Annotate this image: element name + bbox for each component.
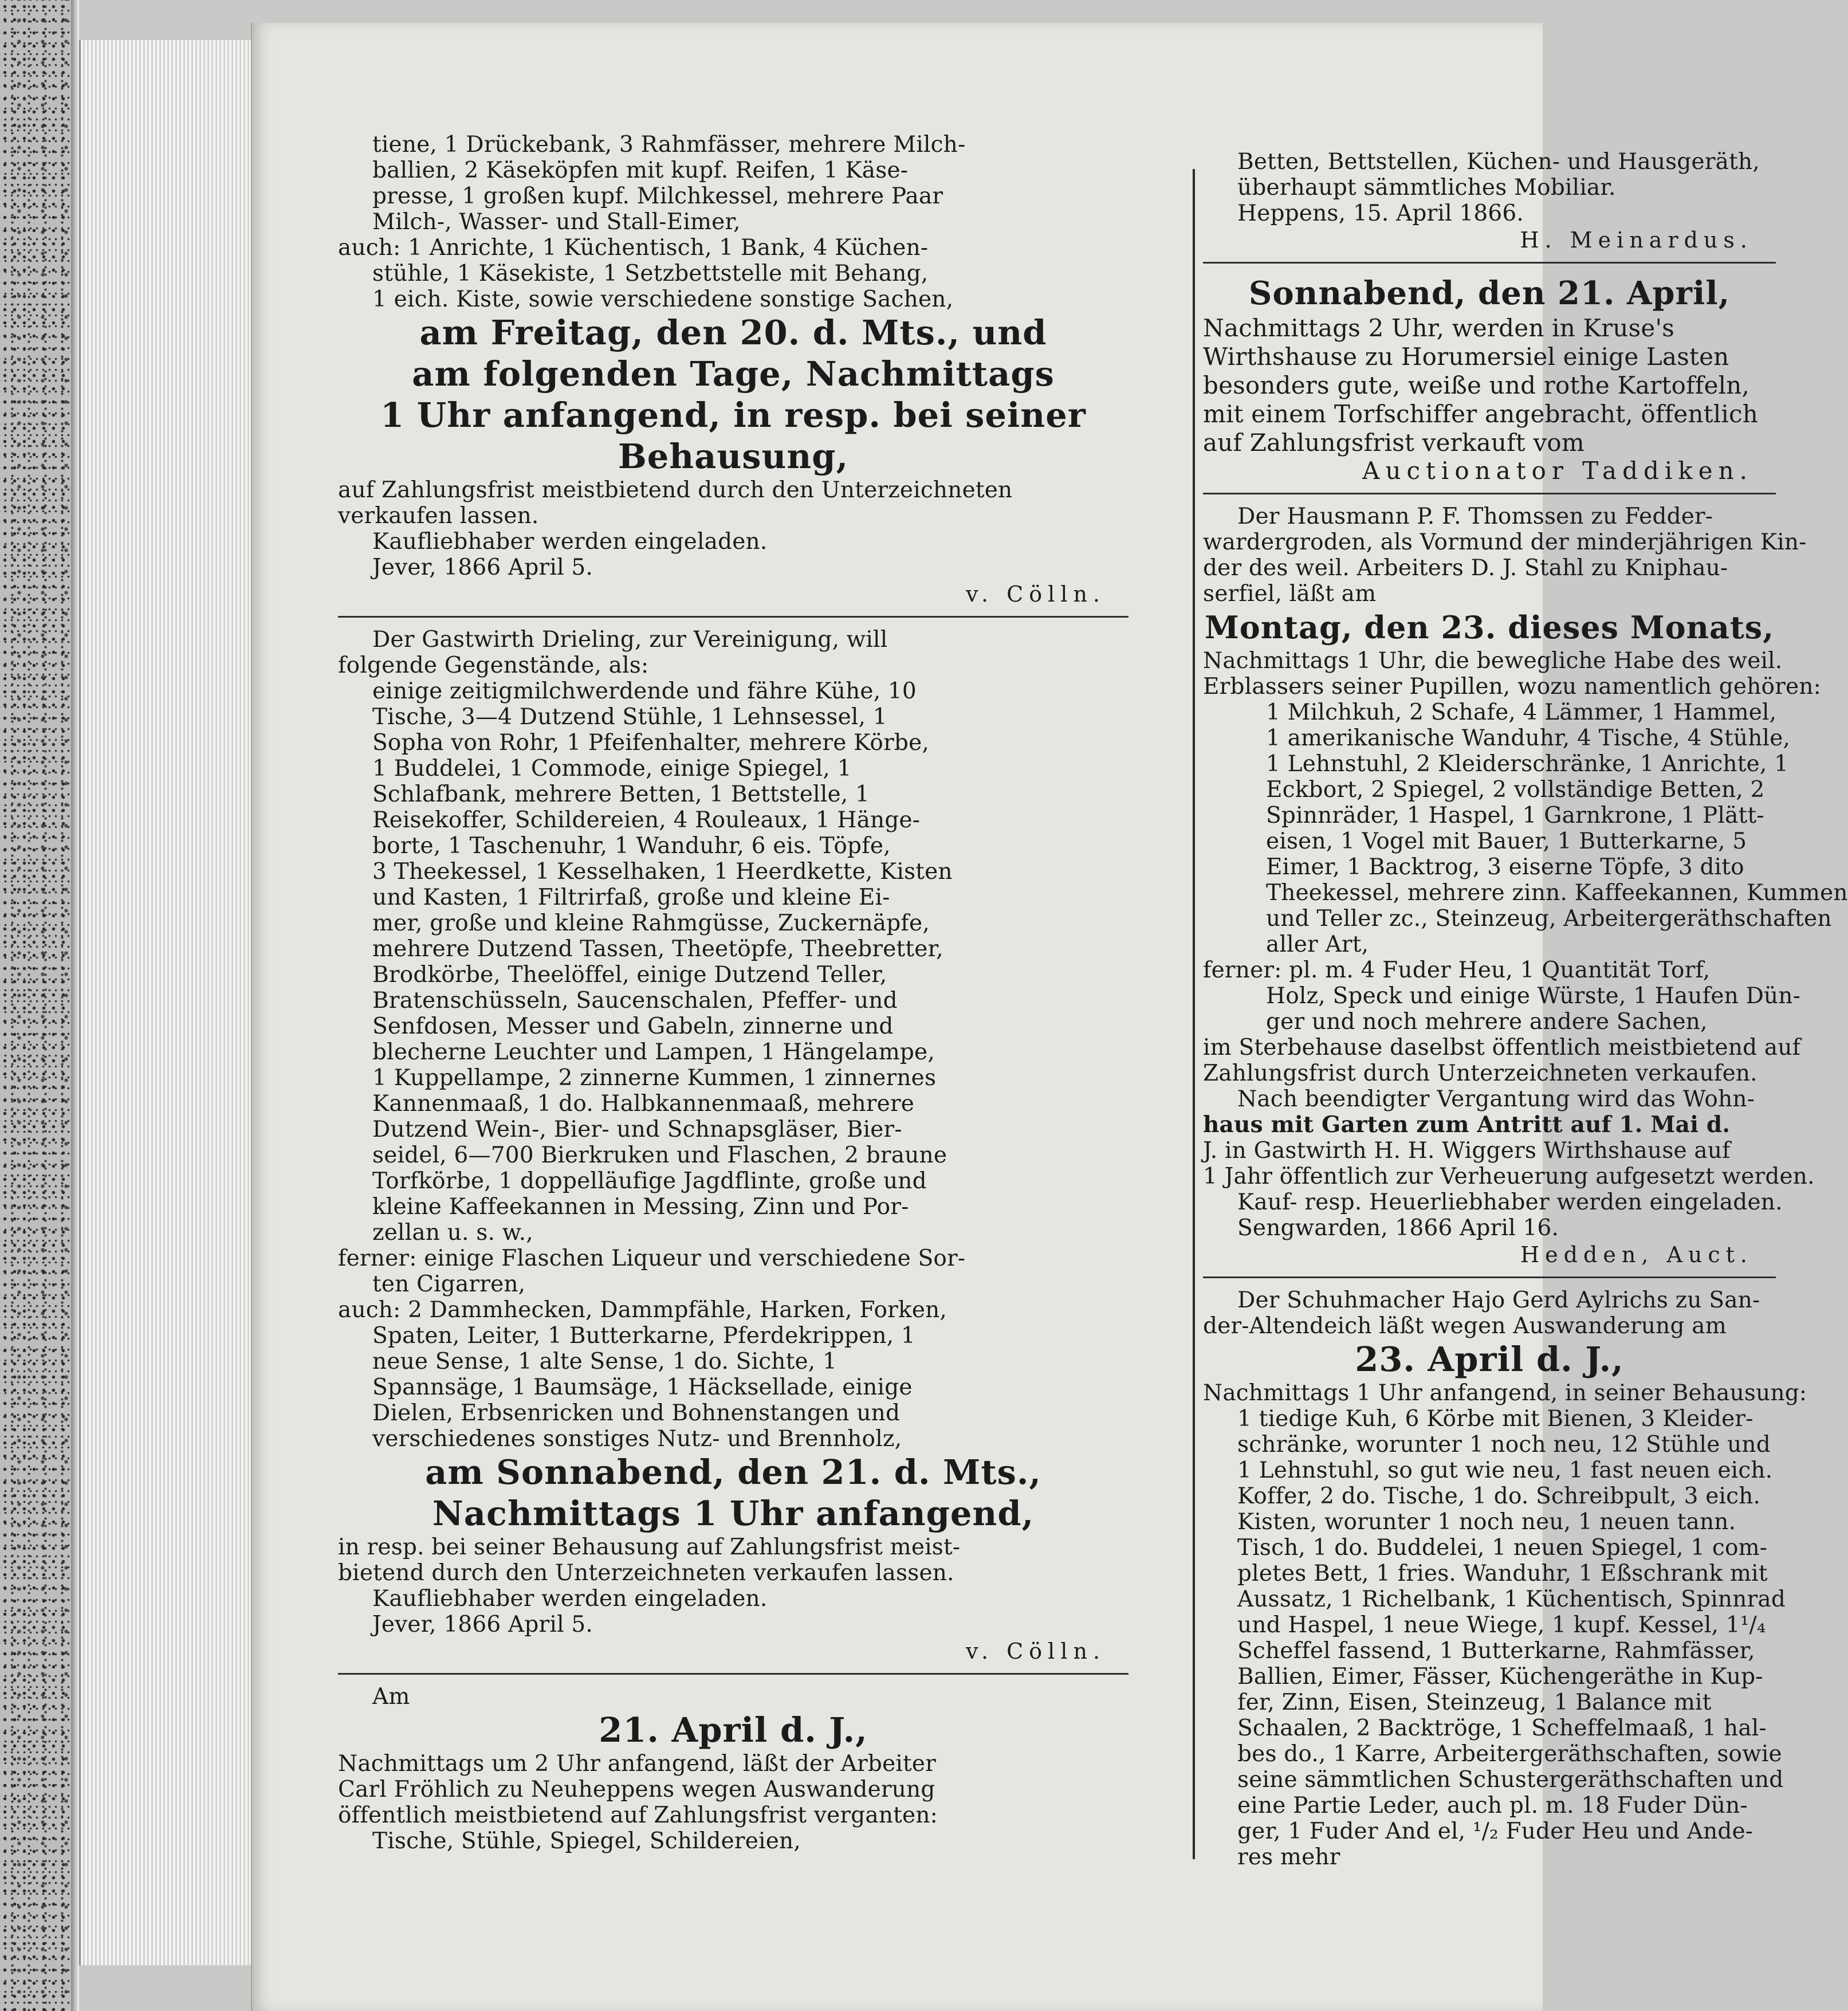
text-line: Kauf- resp. Heuerliebhaber werden eingeladen. <box>1237 1189 1783 1215</box>
text-line: borte, 1 Taschenuhr, 1 Wanduhr, 6 eis. Töpfe, <box>372 833 891 859</box>
headline: am Sonnabend, den 21. d. Mts., <box>425 1452 1041 1492</box>
text-line: Sengwarden, 1866 April 16. <box>1237 1215 1559 1241</box>
text-line: bes do., 1 Karre, Arbeitergeräthschaften, sowie <box>1237 1741 1782 1767</box>
text-line: zellan u. s. w., <box>372 1220 533 1246</box>
headline: 21. April d. J., <box>599 1710 868 1750</box>
signature: Auctionator Taddiken. <box>1362 457 1753 485</box>
text-line: Nachmittags 1 Uhr, die bewegliche Habe des weil. <box>1203 648 1783 674</box>
text-line: Carl Fröhlich zu Neuheppens wegen Auswanderung <box>338 1777 935 1802</box>
text-line: fer, Zinn, Eisen, Steinzeug, 1 Balance mit <box>1237 1690 1712 1715</box>
text-line: folgende Gegenstände, als: <box>338 653 649 678</box>
text-line: ten Cigarren, <box>372 1271 526 1297</box>
headline: Behausung, <box>618 437 849 476</box>
text-line: Eimer, 1 Backtrog, 3 eiserne Töpfe, 3 dito <box>1266 854 1744 880</box>
left-column <box>338 132 1129 1854</box>
text-line: ballien, 2 Käseköpfen mit kupf. Reifen, 1 Käse- <box>372 158 909 183</box>
text-line: Koffer, 2 do. Tische, 1 do. Schreibpult, 3 eich. <box>1237 1483 1761 1509</box>
text-line: besonders gute, weiße und rothe Kartoffeln, <box>1203 371 1750 399</box>
text-line: 1 Lehnstuhl, 2 Kleiderschränke, 1 Anrichte, 1 <box>1266 751 1789 777</box>
text-line: 1 Jahr öffentlich zur Verheuerung aufgesetzt werden. <box>1203 1164 1815 1189</box>
text-line: Nach beendigter Vergantung wird das Wohn- <box>1237 1086 1755 1112</box>
text-line: Tische, 3—4 Dutzend Stühle, 1 Lehnsessel, 1 <box>372 704 887 730</box>
text-line: 1 tiedige Kuh, 6 Körbe mit Bienen, 3 Kleider- <box>1237 1406 1753 1432</box>
text-line: einige zeitigmilchwerdende und fähre Kühe, 10 <box>372 678 917 704</box>
headline: 23. April d. J., <box>1355 1340 1624 1379</box>
text-line: haus mit Garten zum Antritt auf 1. Mai d. <box>1203 1111 1731 1138</box>
text-line: pletes Bett, 1 fries. Wanduhr, 1 Eßschrank mit <box>1237 1561 1768 1586</box>
text-line: Theekessel, mehrere zinn. Kaffeekannen, Kummen <box>1266 880 1848 906</box>
text-line: Reisekoffer, Schildereien, 4 Rouleaux, 1 Hänge- <box>372 807 921 833</box>
text-line: 1 Kuppellampe, 2 zinnerne Kummen, 1 zinnernes <box>372 1065 937 1091</box>
text-line: Betten, Bettstellen, Küchen- und Hausgeräth, <box>1237 149 1760 175</box>
text-line: aller Art, <box>1266 932 1369 957</box>
newspaper-page <box>251 23 1848 2011</box>
headline: am Freitag, den 20. d. Mts., und <box>419 313 1047 352</box>
text-line: Dutzend Wein-, Bier- und Schnapsgläser, Bier- <box>372 1117 902 1142</box>
signature: v. Cölln. <box>966 1639 1106 1664</box>
signature: Hedden, Auct. <box>1520 1242 1753 1267</box>
text-line: Heppens, 15. April 1866. <box>1237 201 1524 226</box>
text-line: Tische, Stühle, Spiegel, Schildereien, <box>372 1828 801 1854</box>
text-line: seine sämmtlichen Schustergeräthschaften und <box>1237 1767 1784 1793</box>
text-line: Schlafbank, mehrere Betten, 1 Bettstelle, 1 <box>372 781 870 807</box>
text-line: eine Partie Leder, auch pl. m. 18 Fuder Dün- <box>1237 1793 1748 1818</box>
text-line: J. in Gastwirth H. H. Wiggers Wirthshause auf <box>1203 1138 1731 1164</box>
text-line: 1 Milchkuh, 2 Schafe, 4 Lämmer, 1 Hammel, <box>1266 700 1777 725</box>
text-line: res mehr <box>1237 1844 1340 1870</box>
headline: Montag, den 23. dieses Monats, <box>1204 609 1775 646</box>
headline: 1 Uhr anfangend, in resp. bei seiner <box>380 395 1086 435</box>
text-line: Milch-, Wasser- und Stall-Eimer, <box>372 209 741 235</box>
ad-block-3 <box>338 1684 1129 1854</box>
section-rule <box>338 1673 1129 1675</box>
text-line: mit einem Torfschiffer angebracht, öffentlich <box>1203 400 1759 428</box>
text-line: ger und noch mehrere andere Sachen, <box>1266 1009 1708 1035</box>
text-line: Nachmittags 2 Uhr, werden in Kruse's <box>1203 314 1674 342</box>
text-line: Nachmittags 1 Uhr anfangend, in seiner Behausung: <box>1203 1380 1807 1406</box>
text-line: Holz, Speck und einige Würste, 1 Haufen Dün- <box>1266 983 1801 1009</box>
text-line: Senfdosen, Messer und Gabeln, zinnerne und <box>372 1014 894 1039</box>
headline: Nachmittags 1 Uhr anfangend, <box>432 1494 1035 1533</box>
text-line: und Teller zc., Steinzeug, Arbeitergeräthschaften <box>1266 906 1832 932</box>
text-line: Bratenschüsseln, Saucenschalen, Pfeffer- und <box>372 988 898 1014</box>
ad-block-1 <box>338 132 1129 608</box>
text-line: im Sterbehause daselbst öffentlich meistbietend auf <box>1203 1035 1801 1061</box>
text-line: 1 eich. Kiste, sowie verschiedene sonstige Sachen, <box>372 286 954 312</box>
text-line: Aussatz, 1 Richelbank, 1 Küchentisch, Spinnrad <box>1237 1586 1786 1612</box>
text-line: Ballien, Eimer, Fässer, Küchengeräthe in Kup- <box>1237 1664 1763 1690</box>
ad-block-7 <box>1203 1287 1807 1870</box>
section-rule <box>1203 493 1776 494</box>
text-line: überhaupt sämmtliches Mobiliar. <box>1237 175 1616 201</box>
text-line: der-Altendeich läßt wegen Auswanderung am <box>1203 1313 1727 1339</box>
text-line: Dielen, Erbsenricken und Bohnenstangen und <box>372 1400 901 1426</box>
text-line: neue Sense, 1 alte Sense, 1 do. Sichte, 1 <box>372 1349 837 1374</box>
text-line: und Haspel, 1 neue Wiege, 1 kupf. Kessel, 1¹/₄ <box>1237 1612 1766 1638</box>
text-line: Spinnräder, 1 Haspel, 1 Garnkrone, 1 Plätt- <box>1266 803 1764 828</box>
text-line: Zahlungsfrist durch Unterzeichneten verkaufen. <box>1203 1061 1757 1086</box>
text-line: Der Gastwirth Drieling, zur Vereinigung, will <box>372 627 888 653</box>
text-line: Der Schuhmacher Hajo Gerd Aylrichs zu San- <box>1237 1287 1760 1313</box>
text-line: Eckbort, 2 Spiegel, 2 vollständige Betten, 2 <box>1266 777 1765 803</box>
text-line: verkaufen lassen. <box>338 503 539 529</box>
text-line: tiene, 1 Drückebank, 3 Rahmfässer, mehrere Milch- <box>372 132 966 158</box>
text-line: Scheffel fassend, 1 Butterkarne, Rahmfässer, <box>1237 1638 1755 1664</box>
text-line: Kaufliebhaber werden eingeladen. <box>372 529 768 555</box>
text-line: auch: 2 Dammhecken, Dammpfähle, Harken, Forken, <box>338 1297 947 1323</box>
signature: H. Meinardus. <box>1520 227 1753 253</box>
text-line: der des weil. Arbeiters D. J. Stahl zu Kniphau- <box>1203 555 1728 581</box>
text-line: ferner: einige Flaschen Liqueur und verschiedene Sor- <box>338 1246 966 1271</box>
section-rule <box>1203 262 1776 264</box>
text-line: Sopha von Rohr, 1 Pfeifenhalter, mehrere Körbe, <box>372 730 929 756</box>
text-line: auf Zahlungsfrist verkauft vom <box>1203 429 1584 457</box>
text-line: Schaalen, 2 Backtröge, 1 Scheffelmaaß, 1 hal- <box>1237 1715 1767 1741</box>
text-line: serfiel, läßt am <box>1203 581 1377 607</box>
section-rule <box>338 616 1129 618</box>
text-line: Tisch, 1 do. Buddelei, 1 neuen Spiegel, 1 com- <box>1237 1535 1768 1561</box>
section-rule <box>1203 1276 1776 1278</box>
text-line: ger, 1 Fuder And el, ¹/₂ Fuder Heu und Ande- <box>1237 1818 1753 1844</box>
text-line: Torfkörbe, 1 doppelläufige Jagdflinte, große und <box>372 1168 927 1194</box>
text-line: ferner: pl. m. 4 Fuder Heu, 1 Quantität Torf, <box>1203 957 1711 983</box>
text-line: auch: 1 Anrichte, 1 Küchentisch, 1 Bank, 4 Küchen- <box>338 235 929 261</box>
text-line: Kaufliebhaber werden eingeladen. <box>372 1586 768 1612</box>
text-line: mer, große und kleine Rahmgüsse, Zuckernäpfe, <box>372 910 930 936</box>
text-line: Jever, 1866 April 5. <box>372 555 593 580</box>
text-line: Spannsäge, 1 Baumsäge, 1 Häcksellade, einige <box>372 1374 913 1400</box>
text-line: 1 Buddelei, 1 Commode, einige Spiegel, 1 <box>372 756 852 781</box>
ad-block-4 <box>1203 149 1776 254</box>
text-line: Erblassers seiner Pupillen, wozu namentlich gehören: <box>1203 674 1821 700</box>
text-line: 1 amerikanische Wanduhr, 4 Tische, 4 Stühle, <box>1266 725 1791 751</box>
text-line: Nachmittags um 2 Uhr anfangend, läßt der Arbeiter <box>338 1751 937 1777</box>
text-line: Brodkörbe, Theelöffel, einige Dutzend Teller, <box>372 962 887 988</box>
text-line: Der Hausmann P. F. Thomssen zu Fedder- <box>1237 504 1713 529</box>
text-line: schränke, worunter 1 noch neu, 12 Stühle und <box>1237 1432 1771 1458</box>
text-line: wardergroden, als Vormund der minderjährigen Kin- <box>1203 529 1807 555</box>
text-line: Spaten, Leiter, 1 Butterkarne, Pferdekrippen, 1 <box>372 1323 915 1349</box>
text-line: Kannenmaaß, 1 do. Halbkannenmaaß, mehrere <box>372 1091 915 1117</box>
text-line: öffentlich meistbietend auf Zahlungsfrist verganten: <box>338 1802 938 1828</box>
signature: v. Cölln. <box>966 582 1106 607</box>
text-line: kleine Kaffeekannen in Messing, Zinn und Por- <box>372 1194 909 1220</box>
ad-block-2 <box>338 627 1129 1665</box>
text-line: 3 Theekessel, 1 Kesselhaken, 1 Heerdkette, Kisten <box>372 859 953 885</box>
headline: am folgenden Tage, Nachmittags <box>412 354 1055 394</box>
page-edges <box>79 40 253 1965</box>
text-line: eisen, 1 Vogel mit Bauer, 1 Butterkarne, 5 <box>1266 828 1747 854</box>
column-divider <box>1193 169 1195 1859</box>
text-line: Jever, 1866 April 5. <box>372 1612 593 1637</box>
ad-block-6 <box>1203 504 1848 1268</box>
text-line: stühle, 1 Käsekiste, 1 Setzbettstelle mit Behang, <box>372 261 929 286</box>
ad-block-5 <box>1203 273 1776 485</box>
text-line: in resp. bei seiner Behausung auf Zahlungsfrist meist- <box>338 1534 961 1560</box>
text-line: Wirthshause zu Horumersiel einige Lasten <box>1203 343 1729 371</box>
text-line: bietend durch den Unterzeichneten verkaufen lassen. <box>338 1560 954 1586</box>
headline: Sonnabend, den 21. April, <box>1248 274 1731 312</box>
text-line: mehrere Dutzend Tassen, Theetöpfe, Theebretter, <box>372 936 943 962</box>
text-line: Kisten, worunter 1 noch neu, 1 neuen tann. <box>1237 1509 1736 1535</box>
right-column <box>1203 149 1848 1870</box>
text-line: presse, 1 großen kupf. Milchkessel, mehrere Paar <box>372 183 943 209</box>
book-binding <box>0 0 79 2011</box>
text-line: Am <box>372 1684 410 1710</box>
text-line: und Kasten, 1 Filtrirfaß, große und kleine Ei- <box>372 885 890 910</box>
text-line: auf Zahlungsfrist meistbietend durch den Unterzeichneten <box>338 477 1013 503</box>
text-line: seidel, 6—700 Bierkruken und Flaschen, 2 braune <box>372 1142 947 1168</box>
text-line: verschiedenes sonstiges Nutz- und Brennholz, <box>372 1426 902 1452</box>
text-line: 1 Lehnstuhl, so gut wie neu, 1 fast neuen eich. <box>1237 1458 1773 1483</box>
text-line: blecherne Leuchter und Lampen, 1 Hängelampe, <box>372 1039 935 1065</box>
